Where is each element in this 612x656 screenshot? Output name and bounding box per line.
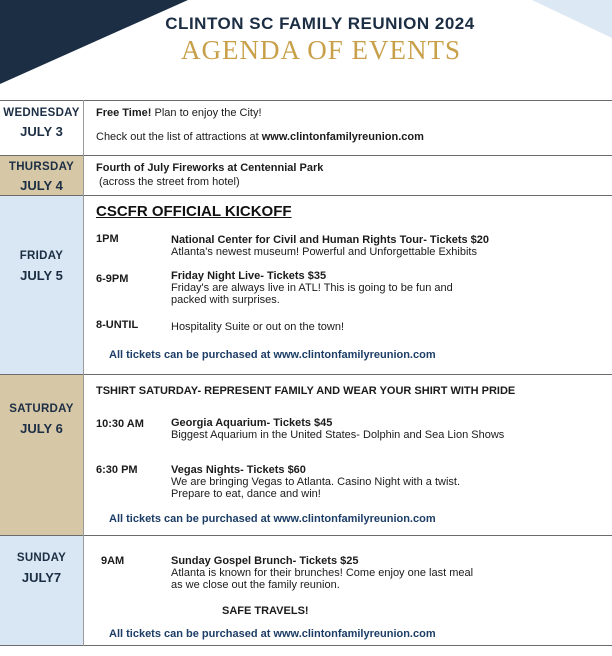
event-time: 6:30 PM <box>96 464 138 476</box>
event-time: 8-UNTIL <box>96 319 139 331</box>
row-divider <box>0 195 612 196</box>
day-date: JULY 3 <box>20 124 63 139</box>
free-time-text: Plan to enjoy the City! <box>151 107 262 119</box>
saturday-heading: TSHIRT SATURDAY- REPRESENT FAMILY AND WEAR YOUR SHIRT WITH PRIDE <box>96 385 516 397</box>
page-subtitle: AGENDA OF EVENTS <box>180 35 461 65</box>
event-title: National Center for Civil and Human Rights Tour- Tickets $20 <box>171 234 490 246</box>
day-weekday: FRIDAY <box>19 250 64 262</box>
day-cell-thursday <box>0 155 83 196</box>
event-desc: We are bringing Vegas to Atlanta. Casino Night with a twist. <box>171 476 461 488</box>
event-desc: Atlanta is known for their brunches! Come enjoy one last meal <box>171 567 474 579</box>
tickets-note: All tickets can be purchased at www.clintonfamilyreunion.com <box>109 513 436 525</box>
free-time-label: Free Time! <box>96 107 152 119</box>
day-date: JULY 6 <box>20 421 63 436</box>
event-title: Vegas Nights- Tickets $60 <box>171 464 306 476</box>
row-divider <box>0 535 612 536</box>
row-divider <box>0 374 612 375</box>
day-date: JULY 5 <box>20 268 63 283</box>
row-divider <box>0 100 612 101</box>
event-time: 1PM <box>96 233 119 245</box>
day-date: JULY7 <box>21 570 62 585</box>
row-divider <box>0 155 612 156</box>
thursday-event-detail: (across the street from hotel) <box>99 176 240 188</box>
event-desc: Friday's are always live in ATL! This is going to be fun and <box>171 282 453 294</box>
day-weekday: THURSDAY <box>8 161 75 173</box>
event-time: 9AM <box>101 555 125 567</box>
tickets-note: All tickets can be purchased at www.clintonfamilyreunion.com <box>109 349 436 361</box>
event-desc: Atlanta's newest museum! Powerful and Unforgettable Exhibits <box>171 246 477 258</box>
event-title: Sunday Gospel Brunch- Tickets $25 <box>171 555 359 567</box>
day-cell-saturday <box>0 375 83 535</box>
tickets-note: All tickets can be purchased at www.clintonfamilyreunion.com <box>109 628 436 640</box>
friday-heading: CSCFR OFFICIAL KICKOFF <box>96 203 292 220</box>
day-weekday: WEDNESDAY <box>3 107 80 119</box>
day-date: JULY 4 <box>20 178 63 193</box>
day-cell-sunday <box>0 536 83 646</box>
event-desc: Prepare to eat, dance and win! <box>171 488 321 500</box>
website-link[interactable]: www.clintonfamilyreunion.com <box>261 131 424 143</box>
wednesday-line-1 <box>96 107 262 119</box>
wednesday-line-2 <box>96 131 424 143</box>
day-cell-wednesday <box>0 101 83 155</box>
row-divider <box>0 645 612 646</box>
day-cell-friday <box>0 196 83 374</box>
event-desc: packed with surprises. <box>171 294 280 306</box>
event-desc: Hospitality Suite or out on the town! <box>171 321 345 333</box>
event-time: 10:30 AM <box>96 418 144 430</box>
closing-message: SAFE TRAVELS! <box>222 605 309 617</box>
event-time: 6-9PM <box>96 273 129 285</box>
attractions-text: Check out the list of attractions at <box>96 131 262 143</box>
page-title: CLINTON SC FAMILY REUNION 2024 <box>165 14 475 33</box>
event-desc: Biggest Aquarium in the United States- Dolphin and Sea Lion Shows <box>171 429 505 441</box>
event-title: Friday Night Live- Tickets $35 <box>171 270 327 282</box>
thursday-event-title: Fourth of July Fireworks at Centennial Park <box>96 162 324 174</box>
event-title: Georgia Aquarium- Tickets $45 <box>171 417 333 429</box>
day-weekday: SUNDAY <box>16 552 67 564</box>
day-weekday: SATURDAY <box>9 403 74 415</box>
page-header <box>0 14 612 66</box>
column-divider <box>83 100 84 646</box>
event-desc: as we close out the family reunion. <box>171 579 340 591</box>
